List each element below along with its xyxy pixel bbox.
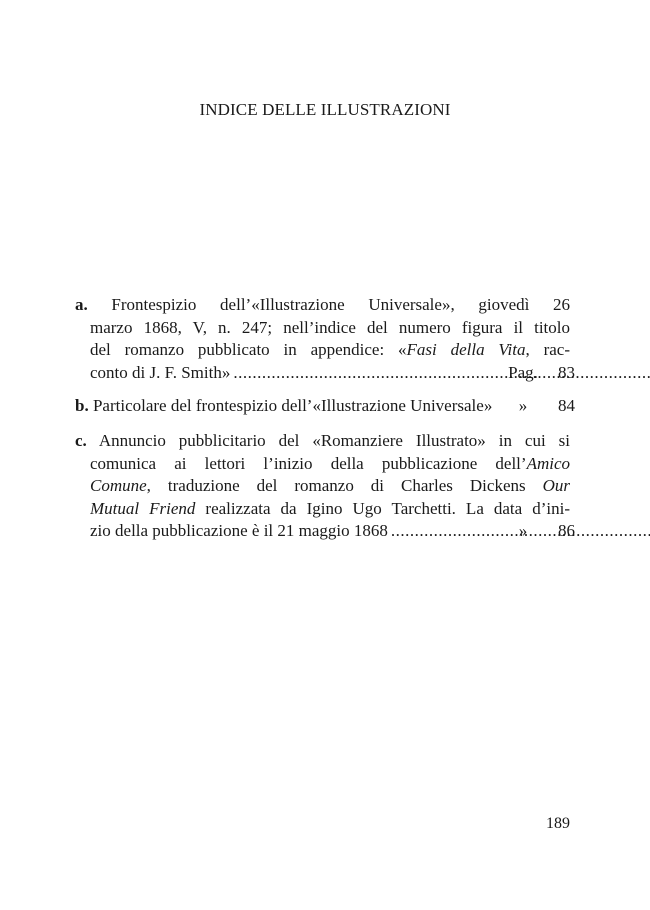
entry-c-pageref: [505, 520, 575, 543]
entry-a-text-4: conto di J. F. Smith»: [90, 362, 231, 382]
entry-c-text-3: , traduzione del romanzo di Charles Dickens: [146, 476, 543, 495]
entry-c-text-2: comunica ai lettori l’inizio della pubblicazione dell’: [90, 453, 527, 473]
entry-a-line-2: marzo 1868, V, n. 247; nell’indice del numero figura il titolo: [90, 317, 570, 337]
entry-c-text-1: Annuncio pubblicitario del «Romanziere Illustrato» in cui si: [98, 431, 570, 450]
entry-c-line-1: [75, 430, 570, 453]
page-title: INDICE DELLE ILLUSTRAZIONI: [199, 100, 451, 119]
index-entry-b: [75, 395, 570, 418]
entry-a-pageref: [505, 362, 575, 385]
entry-a-text-3a: del romanzo pubblicato in appendice: «: [90, 340, 407, 359]
entry-c-line-2: [90, 453, 570, 476]
entry-c-page-label: »: [518, 521, 528, 540]
entry-c-text-5: zio della pubblicazione è il 21 maggio 1868: [90, 521, 388, 540]
entry-a-page-label: Pag.: [508, 362, 538, 382]
entry-b-page-label: »: [518, 396, 528, 415]
entry-c-letter: c.: [75, 431, 87, 450]
entry-c-italic-mutual-friend: Mutual Friend: [90, 498, 196, 518]
page-number: 189: [546, 815, 570, 832]
entry-a-italic-title: Fasi della Vita: [406, 340, 526, 359]
entry-a-line-3: [90, 339, 570, 362]
entry-a-letter: a.: [75, 295, 88, 314]
entry-c-page-number: 86: [558, 521, 575, 540]
entry-c-line-4: [90, 498, 570, 521]
index-entry-a: [75, 294, 570, 384]
entry-a-text-1: Frontespizio dell’«Illustrazione Universale», giovedì 26: [111, 295, 570, 314]
entry-a-leader-dots: [233, 363, 650, 382]
entry-a-page-number: 83: [558, 362, 575, 382]
entry-c-line-3: [90, 475, 570, 498]
entry-a-text-3b: , rac-: [525, 340, 570, 359]
entry-b-letter: b.: [75, 396, 89, 415]
entry-c-italic-our: Our: [542, 476, 570, 495]
index-entry-c: [75, 430, 570, 543]
entry-c-italic-comune: Comune: [90, 476, 147, 495]
entry-c-line-5: [90, 520, 490, 543]
entry-b-pageref: [505, 395, 575, 418]
entry-c-italic-amico: Amico: [526, 453, 570, 473]
entry-c-text-4: realizzata da Igino Ugo Tarchetti. La data d’ini-: [195, 498, 570, 518]
entry-b-text-1: Particolare del frontespizio dell’«Illustrazione Universale»: [92, 396, 493, 415]
entry-b-line-1: [75, 395, 570, 418]
entry-a-line-1: [75, 294, 570, 317]
entry-a-line-4: [90, 362, 490, 385]
entry-b-page-number: 84: [558, 396, 575, 415]
